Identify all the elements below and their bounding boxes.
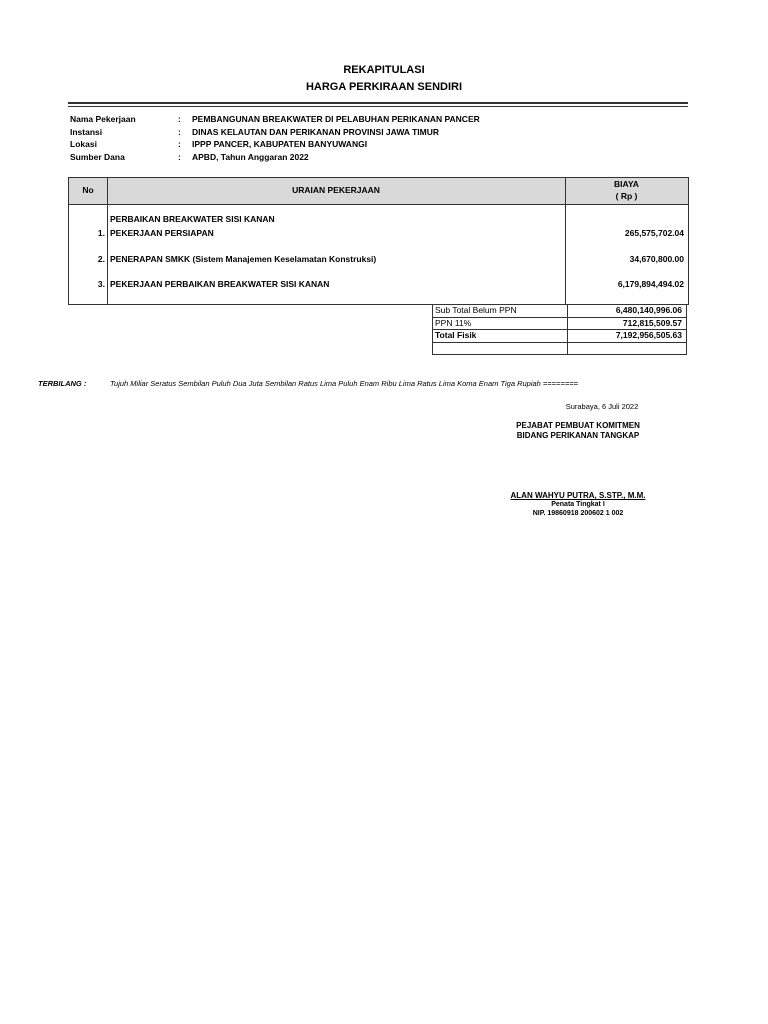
subtotal-value: 6,480,140,996.06 — [615, 305, 682, 315]
header-biaya-unit: ( Rp ) — [615, 191, 638, 201]
info-colon: : — [178, 114, 181, 124]
signer-nip: NIP. 19860918 200602 1 002 — [532, 510, 624, 517]
signer-role-line2: BIDANG PERIKANAN TANGKAP — [516, 431, 640, 440]
empty-label — [433, 343, 568, 355]
row-amount: 34,670,800.00 — [629, 254, 684, 264]
header-biaya: BIAYA — [614, 179, 639, 189]
info-label: Instansi — [70, 126, 103, 137]
header-rule-thin — [68, 106, 688, 107]
row-amount: 265,575,702.04 — [624, 228, 684, 238]
info-row-lokasi — [70, 138, 480, 151]
total-value: 7,192,956,505.63 — [615, 330, 682, 340]
info-label: Lokasi — [70, 139, 97, 149]
info-label: Nama Pekerjaan — [70, 114, 136, 124]
row-number: 2. — [97, 254, 105, 264]
table-body — [68, 204, 689, 305]
total-label: Total Fisik — [433, 330, 568, 342]
row-description: PENERAPAN SMKK (Sistem Manajemen Keselamatan Konstruksi) — [110, 254, 377, 264]
header-no: No — [82, 185, 94, 195]
total-row — [432, 330, 687, 343]
table-header — [68, 177, 689, 205]
row-description: PEKERJAAN PERBAIKAN BREAKWATER SISI KANAN — [110, 279, 330, 289]
empty-value — [568, 343, 686, 355]
ppn-label: PPN 11% — [433, 318, 568, 330]
info-value: PEMBANGUNAN BREAKWATER DI PELABUHAN PERIKANAN PANCER — [192, 114, 480, 124]
subtotal-label: Sub Total Belum PPN — [433, 305, 568, 317]
project-info — [70, 113, 480, 163]
info-value: IPPP PANCER, KABUPATEN BANYUWANGI — [192, 139, 368, 149]
info-colon: : — [178, 126, 181, 137]
document-subtitle: HARGA PERKIRAAN SENDIRI — [305, 81, 463, 93]
ppn-value: 712,815,509.57 — [622, 317, 682, 328]
info-colon: : — [178, 139, 181, 149]
document-title: REKAPITULASI — [343, 64, 425, 76]
info-row-sumber-dana — [70, 151, 480, 164]
header-rule-thick — [68, 102, 688, 104]
terbilang-text: Tujuh Miliar Seratus Sembilan Puluh Dua Juta Sembilan Ratus Lima Puluh Enam Ribu Lima Ratus Lima Koma Enam Tiga Rupiah ======== — [110, 379, 578, 388]
empty-row — [432, 343, 687, 356]
signer-rank: Penata Tingkat I — [551, 501, 605, 508]
header-uraian: URAIAN PEKERJAAN — [292, 185, 380, 195]
info-row-instansi — [70, 126, 480, 139]
row-description: PEKERJAAN PERSIAPAN — [110, 228, 214, 238]
row-amount: 6,179,894,494.02 — [617, 279, 684, 289]
place-date: Surabaya, 6 Juli 2022 — [565, 402, 639, 411]
subtotal-row — [432, 304, 687, 318]
terbilang-label: TERBILANG : — [38, 379, 87, 388]
body-divider — [565, 204, 566, 304]
info-label: Sumber Dana — [70, 151, 125, 162]
subtotal-block — [432, 304, 687, 355]
ppn-row — [432, 318, 687, 331]
body-divider — [107, 204, 108, 304]
row-number: 1. — [97, 228, 105, 238]
info-row-nama-pekerjaan — [70, 113, 480, 126]
info-colon: : — [178, 151, 181, 162]
info-value: DINAS KELAUTAN DAN PERIKANAN PROVINSI JAWA TIMUR — [192, 126, 439, 137]
section-title: PERBAIKAN BREAKWATER SISI KANAN — [110, 214, 275, 224]
signer-role-line1: PEJABAT PEMBUAT KOMITMEN — [516, 421, 640, 430]
row-number: 3. — [97, 279, 105, 289]
info-value: APBD, Tahun Anggaran 2022 — [192, 151, 309, 162]
signer-name: ALAN WAHYU PUTRA, S.STP., M.M. — [510, 491, 646, 500]
